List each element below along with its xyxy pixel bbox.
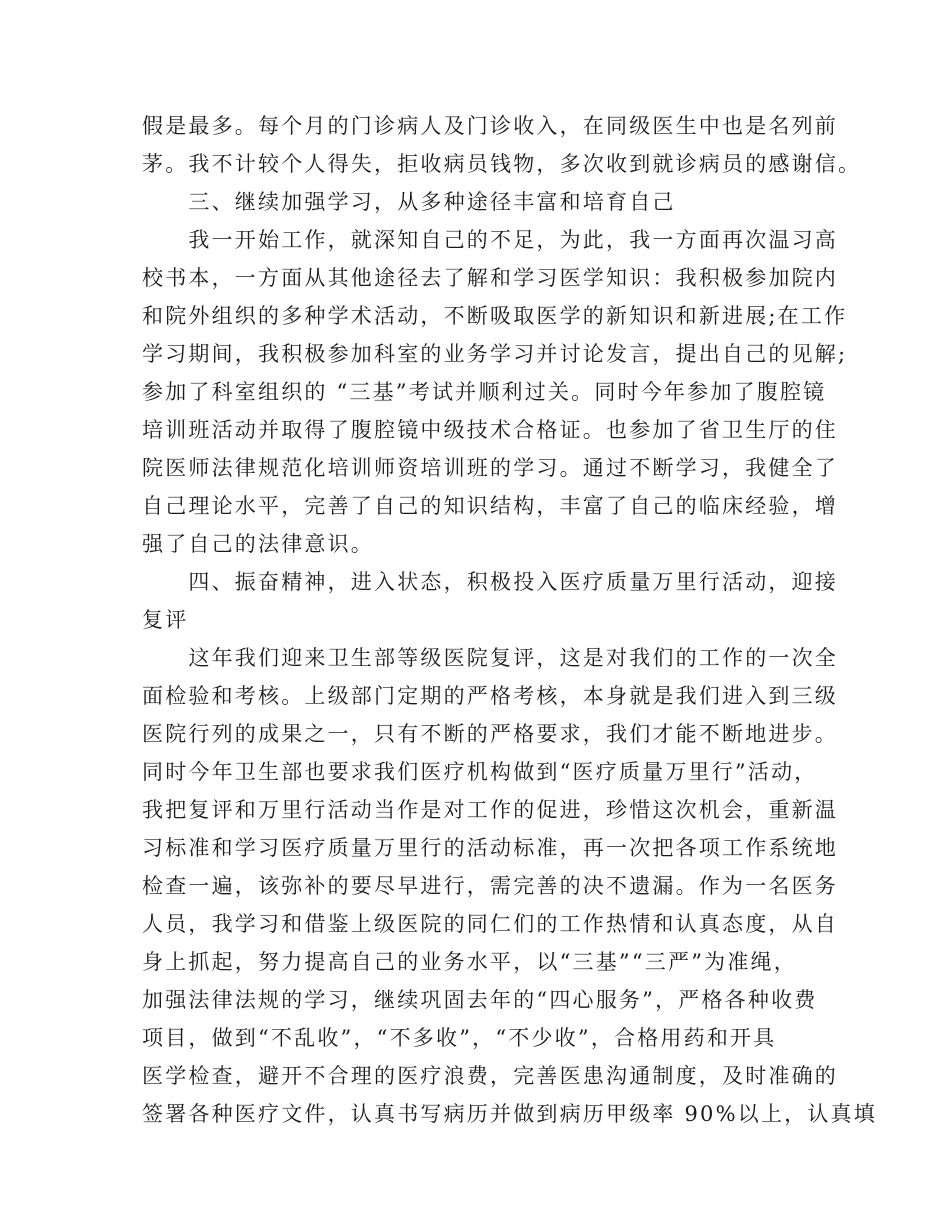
section-heading: 复评 xyxy=(142,608,189,632)
text-line: 身上抓起，努力提高自己的业务水平，以“三基”“三严”为准绳， xyxy=(142,950,797,974)
text-line: 自己理论水平，完善了自己的知识结构，丰富了自己的临床经验，增 xyxy=(142,494,838,518)
text-line: 我一开始工作，就深知自己的不足，为此，我一方面再次温习高 xyxy=(142,228,838,252)
text-line: 校书本，一方面从其他途径去了解和学习医学知识：我积极参加院内 xyxy=(142,266,838,290)
text-line: 我把复评和万里行活动当作是对工作的促进，珍惜这次机会，重新温 xyxy=(142,798,838,822)
text-line: 加强法律法规的学习，继续巩固去年的“四心服务”，严格各种收费 xyxy=(142,988,818,1012)
text-line: 强了自己的法律意识。 xyxy=(142,532,374,556)
text-line: 参加了科室组织的 “三基”考试并顺利过关。同时今年参加了腹腔镜 xyxy=(142,380,827,404)
text-line: 习标准和学习医疗质量万里行的活动标准，再一次把各项工作系统地 xyxy=(142,836,838,860)
text-line: 医学检查，避开不合理的医疗浪费，完善医患沟通制度，及时准确的 xyxy=(142,1064,838,1088)
text-line: 和院外组织的多种学术活动，不断吸取医学的新知识和新进展;在工作 xyxy=(142,304,848,328)
text-line: 项目，做到“不乱收”，“不多收”，“不少收”，合格用药和开具 xyxy=(142,1026,777,1050)
text-line: 面检验和考核。上级部门定期的严格考核，本身就是我们进入到三级 xyxy=(142,684,838,708)
section-heading: 四、振奋精神，进入状态，积极投入医疗质量万里行活动，迎接 xyxy=(142,570,838,594)
text-line: 茅。我不计较个人得失，拒收病员钱物，多次收到就诊病员的感谢信。 xyxy=(142,152,862,176)
text-line: 这年我们迎来卫生部等级医院复评，这是对我们的工作的一次全 xyxy=(142,646,838,670)
text-line: 检查一遍，该弥补的要尽早进行，需完善的决不遗漏。作为一名医务 xyxy=(142,874,838,898)
text-line: 学习期间，我积极参加科室的业务学习并讨论发言，提出自己的见解; xyxy=(142,342,848,366)
text-line: 假是最多。每个月的门诊病人及门诊收入，在同级医生中也是名列前 xyxy=(142,114,838,138)
text-line: 签署各种医疗文件，认真书写病历并做到病历甲级率 90%以上，认真填 xyxy=(142,1102,877,1126)
text-line: 医院行列的成果之一，只有不断的严格要求，我们才能不断地进步。 xyxy=(142,722,838,746)
section-heading: 三、继续加强学习，从多种途径丰富和培育自己 xyxy=(142,190,676,214)
text-line: 同时今年卫生部也要求我们医疗机构做到“医疗质量万里行”活动， xyxy=(142,760,818,784)
text-line: 院医师法律规范化培训师资培训班的学习。通过不断学习，我健全了 xyxy=(142,456,838,480)
text-line: 人员，我学习和借鉴上级医院的同仁们的工作热情和认真态度，从自 xyxy=(142,912,838,936)
text-line: 培训班活动并取得了腹腔镜中级技术合格证。也参加了省卫生厅的住 xyxy=(142,418,838,442)
